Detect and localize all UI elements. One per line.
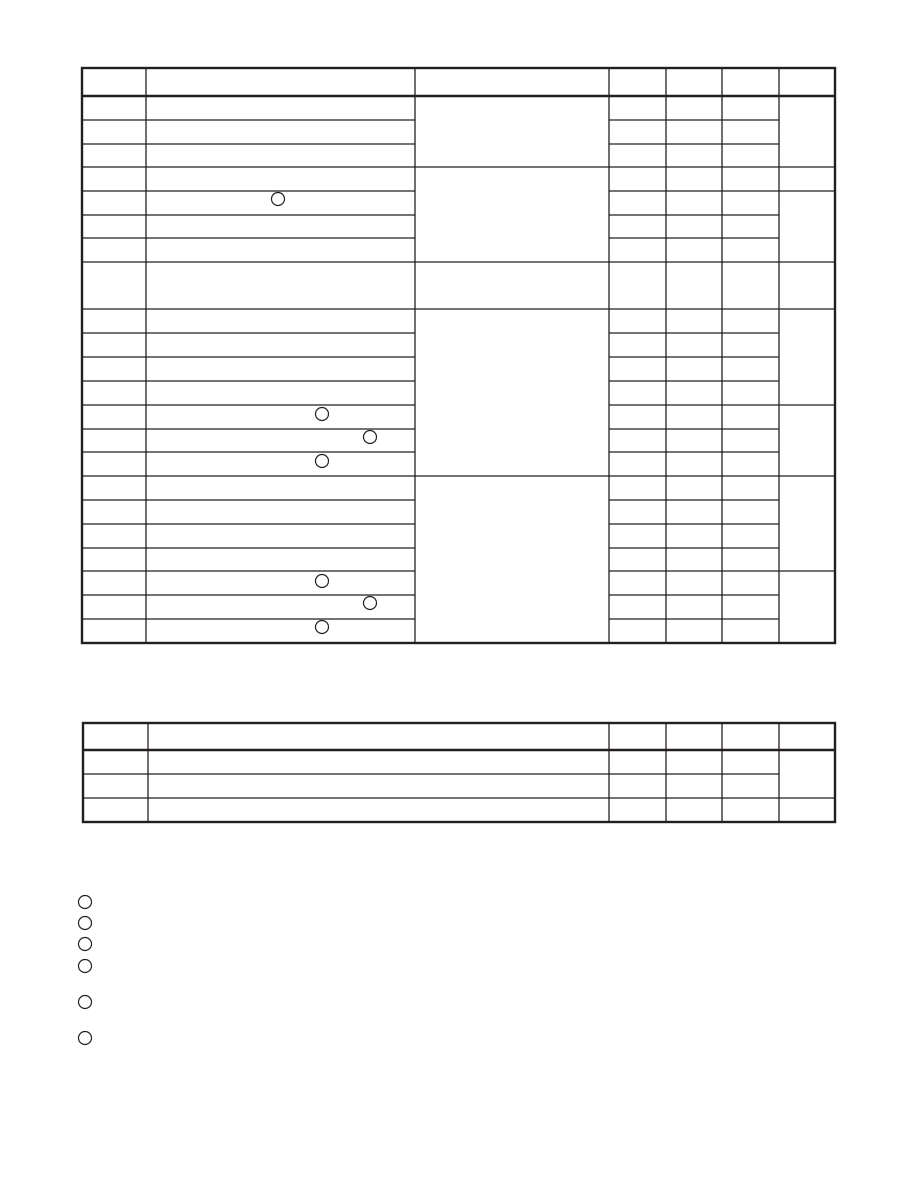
table-1-column-rules: [146, 68, 779, 643]
notes-markers: [79, 896, 92, 1045]
table-1-last-column-rules: [779, 167, 835, 571]
note-marker-icon: [79, 996, 92, 1009]
note-marker-icon: [79, 1032, 92, 1045]
table-2: [83, 723, 835, 822]
table-2-column-rules: [148, 723, 779, 822]
table-1-circle-markers: [272, 193, 377, 634]
table-1-row-rules-mid: [609, 120, 779, 619]
table-1: [82, 68, 835, 643]
note-marker-icon: [79, 938, 92, 951]
circle-marker-icon: [316, 455, 329, 468]
note-marker-icon: [79, 896, 92, 909]
circle-marker-icon: [272, 193, 285, 206]
circle-marker-icon: [316, 408, 329, 421]
table-1-group-rules: [415, 167, 609, 476]
circle-marker-icon: [316, 621, 329, 634]
circle-marker-icon: [364, 597, 377, 610]
circle-marker-icon: [316, 575, 329, 588]
circle-marker-icon: [364, 431, 377, 444]
note-marker-icon: [79, 917, 92, 930]
note-marker-icon: [79, 960, 92, 973]
table-1-row-rules-left: [82, 120, 415, 619]
